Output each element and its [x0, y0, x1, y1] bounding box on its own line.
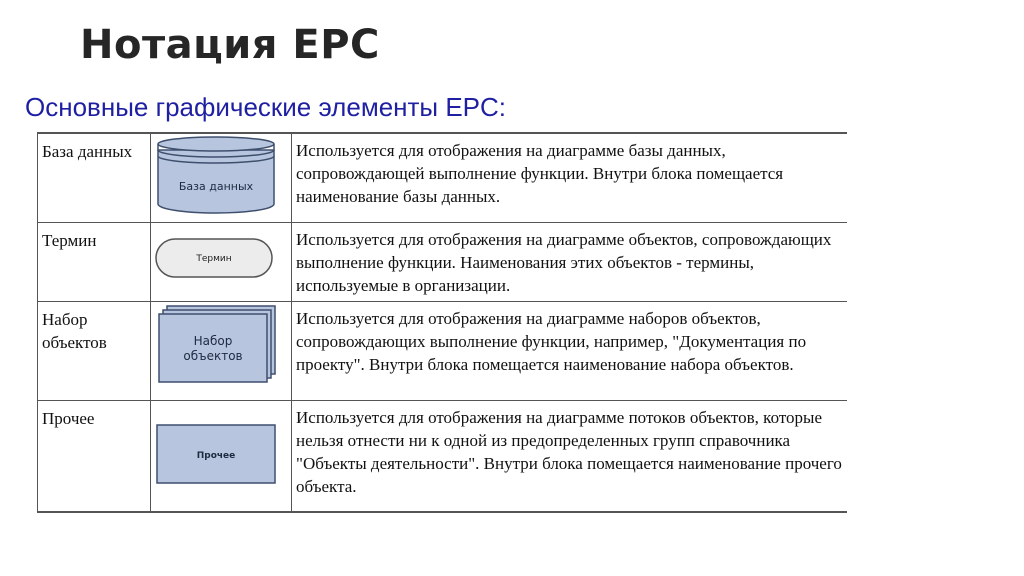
page-subtitle: Основные графические элементы EPC:	[25, 92, 507, 122]
element-shape-cell	[151, 223, 292, 302]
table-row	[38, 133, 848, 223]
table-row	[38, 401, 848, 513]
shape-label: Набор	[193, 334, 233, 348]
element-name: Набор объектов	[38, 302, 151, 401]
epc-elements-table	[37, 132, 847, 513]
element-description: Используется для отображения на диаграмме потоков объектов, которые нельзя отнести ни к одной из предопределенных групп справочника "Объекты деятельности". Внутри блока помещается наименование прочего объекта.	[292, 401, 848, 513]
element-description: Используется для отображения на диаграмме наборов объектов, сопровождающих выполнение функции, например, "Документация по проекту". Внутри блока помещается наименование набора объектов.	[292, 302, 848, 401]
element-name: База данных	[38, 133, 151, 223]
table-row	[38, 302, 848, 401]
table-row	[38, 223, 848, 302]
element-description: Используется для отображения на диаграмме базы данных, сопровождающей выполнение функции. Внутри блока помещается наименование базы данных.	[292, 133, 848, 223]
element-shape-cell	[151, 302, 292, 401]
shape-label: Прочее	[196, 451, 236, 461]
object-set-stack-icon	[151, 302, 291, 390]
page-title: Нотация EPC	[80, 22, 380, 68]
database-cylinder-icon	[151, 134, 291, 214]
element-name: Термин	[38, 223, 151, 302]
term-rounded-icon	[151, 223, 291, 289]
element-shape-cell	[151, 401, 292, 513]
shape-label: База данных	[178, 180, 254, 193]
element-shape-cell	[151, 133, 292, 223]
shape-label: Термин	[196, 254, 232, 264]
element-name: Прочее	[38, 401, 151, 513]
shape-label: объектов	[183, 349, 243, 363]
element-description: Используется для отображения на диаграмме объектов, сопровождающих выполнение функции. Наименования этих объектов - термины, используемые в организации.	[292, 223, 848, 302]
other-rect-icon	[151, 401, 291, 501]
